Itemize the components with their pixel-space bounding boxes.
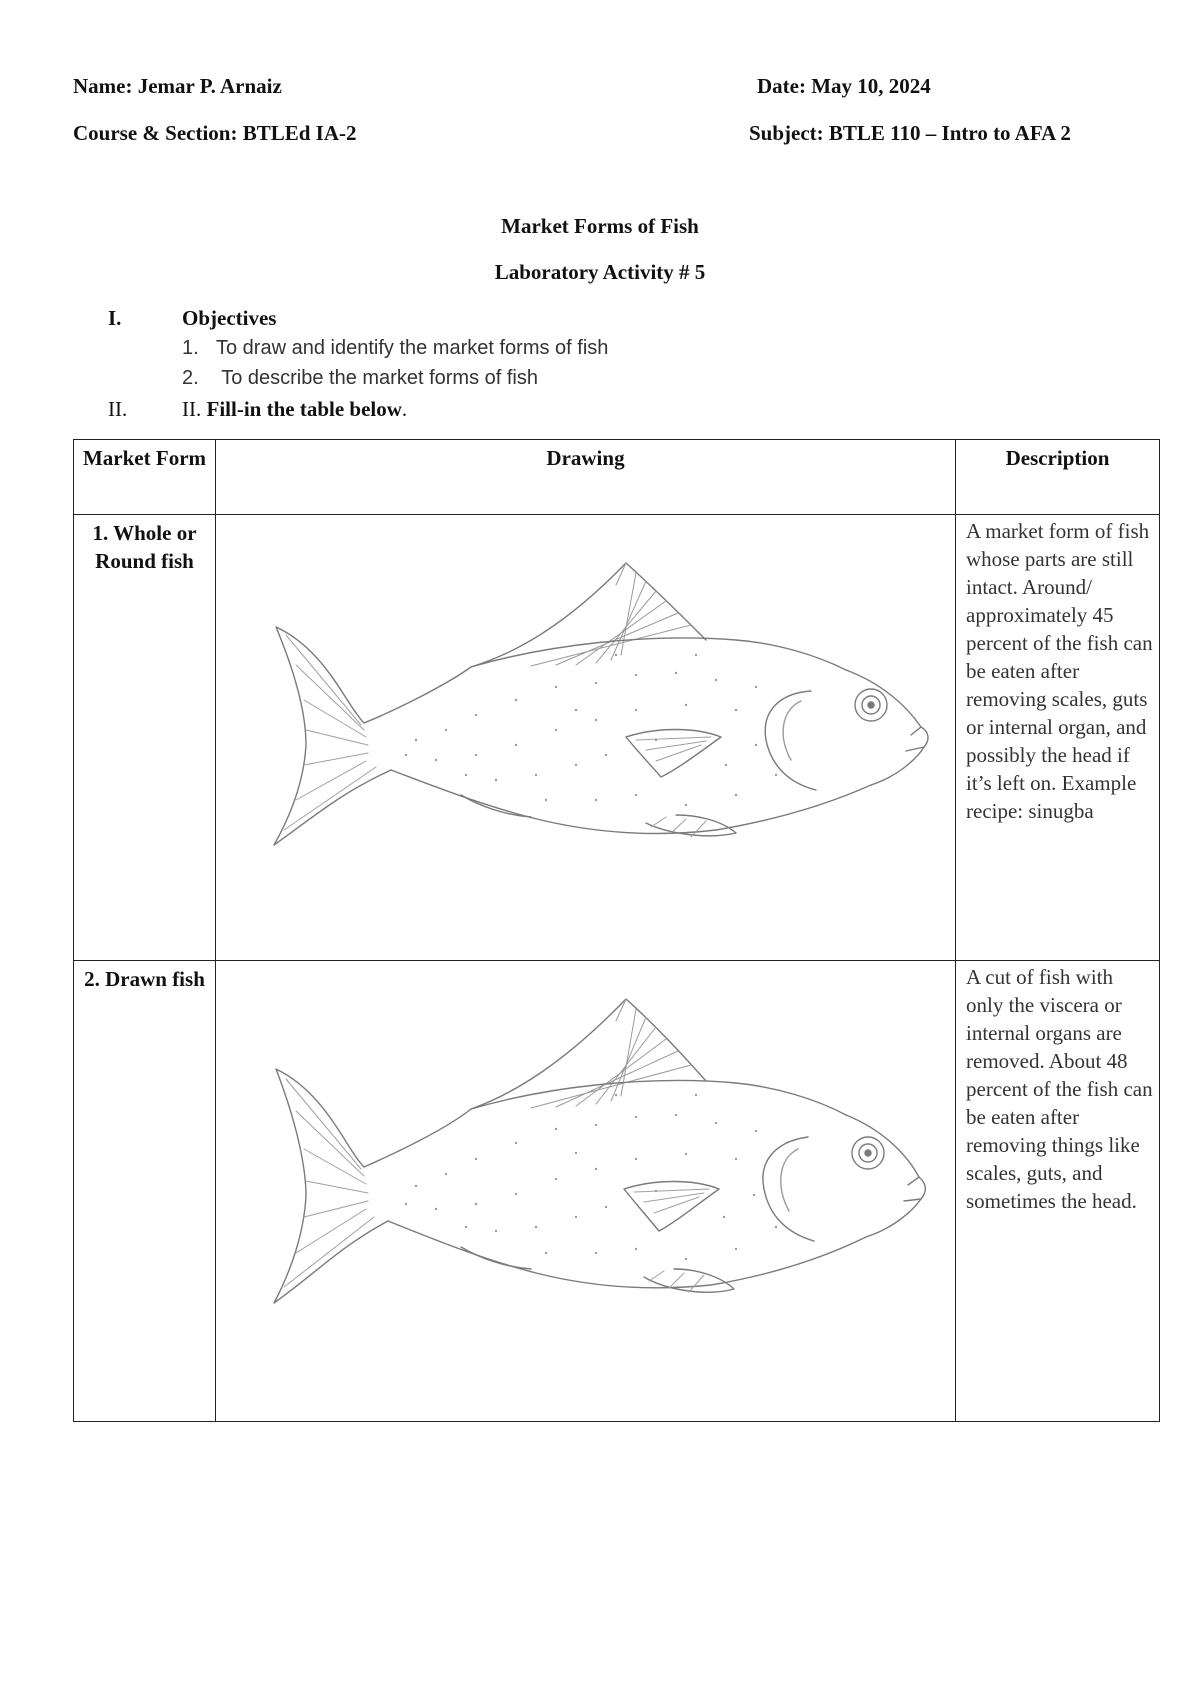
description-cell: A cut of fish with only the viscera or internal organs are removed. About 48 percent of the fish can be eaten after removing things like scales, guts, and sometimes the head. (956, 961, 1160, 1422)
description-cell: A market form of fish whose parts are still intact. Around/ approximately 45 percent of the fish can be eaten after removing scales, guts or internal organ, and possibly the head if it’s left on. Example recipe: sinugba (956, 515, 1160, 961)
objective-item (182, 367, 538, 390)
objective-number: 2. (182, 367, 199, 389)
market-form-cell: 1. Whole or Round fish (74, 515, 216, 961)
student-name: Name: Jemar P. Arnaiz (73, 74, 282, 98)
table-row (74, 961, 1160, 1422)
instruction-prefix: II. (182, 397, 202, 421)
objective-item (182, 337, 608, 360)
course-section: Course & Section: BTLEd IA-2 (73, 121, 357, 145)
activity-date: Date: May 10, 2024 (757, 74, 931, 98)
objective-text: To draw and identify the market forms of fish (216, 337, 609, 359)
market-forms-table (73, 439, 1160, 1422)
table-header-row (74, 440, 1160, 515)
subject: Subject: BTLE 110 – Intro to AFA 2 (749, 121, 1071, 145)
header-market-form: Market Form (74, 440, 216, 515)
table-row (74, 515, 1160, 961)
document-title: Market Forms of Fish (501, 214, 699, 238)
objectives-heading: Objectives (182, 306, 277, 330)
table-instruction (182, 397, 407, 422)
whole-fish-drawing (216, 515, 956, 961)
document-subtitle: Laboratory Activity # 5 (494, 260, 706, 284)
drawn-fish-drawing (216, 961, 956, 1422)
section-number: II. (108, 397, 128, 421)
header-description: Description (956, 440, 1160, 515)
drawn-fish-drawing-cell (216, 961, 956, 1422)
section-number: I. (108, 306, 122, 330)
instruction-text: Fill-in the table below (206, 397, 402, 421)
instruction-period: . (401, 397, 408, 421)
objective-number: 1. (182, 337, 199, 359)
header-drawing: Drawing (216, 440, 956, 515)
objective-text: To describe the market forms of fish (216, 367, 538, 389)
whole-fish-drawing-cell (216, 515, 956, 961)
market-form-cell: 2. Drawn fish (74, 961, 216, 1422)
